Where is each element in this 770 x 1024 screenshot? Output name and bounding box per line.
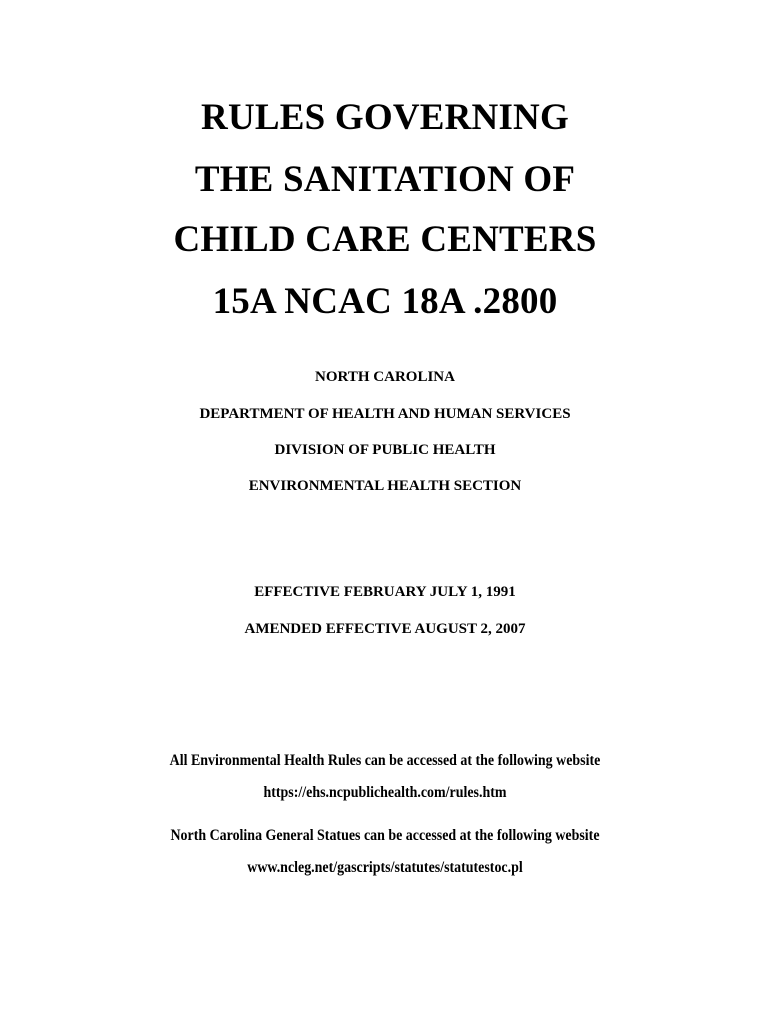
agency-line-division: DIVISION OF PUBLIC HEALTH <box>274 442 496 458</box>
title-line-1: RULES GOVERNING <box>201 97 569 138</box>
effective-date: EFFECTIVE FEBRUARY JULY 1, 1991 <box>254 584 516 600</box>
statutes-url-link[interactable]: www.ncleg.net/gascripts/statutes/statutestoc.pl <box>247 859 523 876</box>
agency-line-section: ENVIRONMENTAL HEALTH SECTION <box>248 478 522 494</box>
title-line-4: 15A NCAC 18A .2800 <box>212 281 558 322</box>
statutes-access-text: North Carolina General Statues can be accessed at the following website <box>170 827 600 844</box>
agency-line-state: NORTH CAROLINA <box>315 369 455 385</box>
rules-url-link[interactable]: https://ehs.ncpublichealth.com/rules.htm <box>263 784 507 801</box>
title-line-3: CHILD CARE CENTERS <box>173 219 597 260</box>
title-line-2: THE SANITATION OF <box>194 159 576 200</box>
agency-line-department: DEPARTMENT OF HEALTH AND HUMAN SERVICES <box>199 406 571 422</box>
rules-access-text: All Environmental Health Rules can be accessed at the following website <box>169 752 601 769</box>
amended-date: AMENDED EFFECTIVE AUGUST 2, 2007 <box>244 621 526 637</box>
